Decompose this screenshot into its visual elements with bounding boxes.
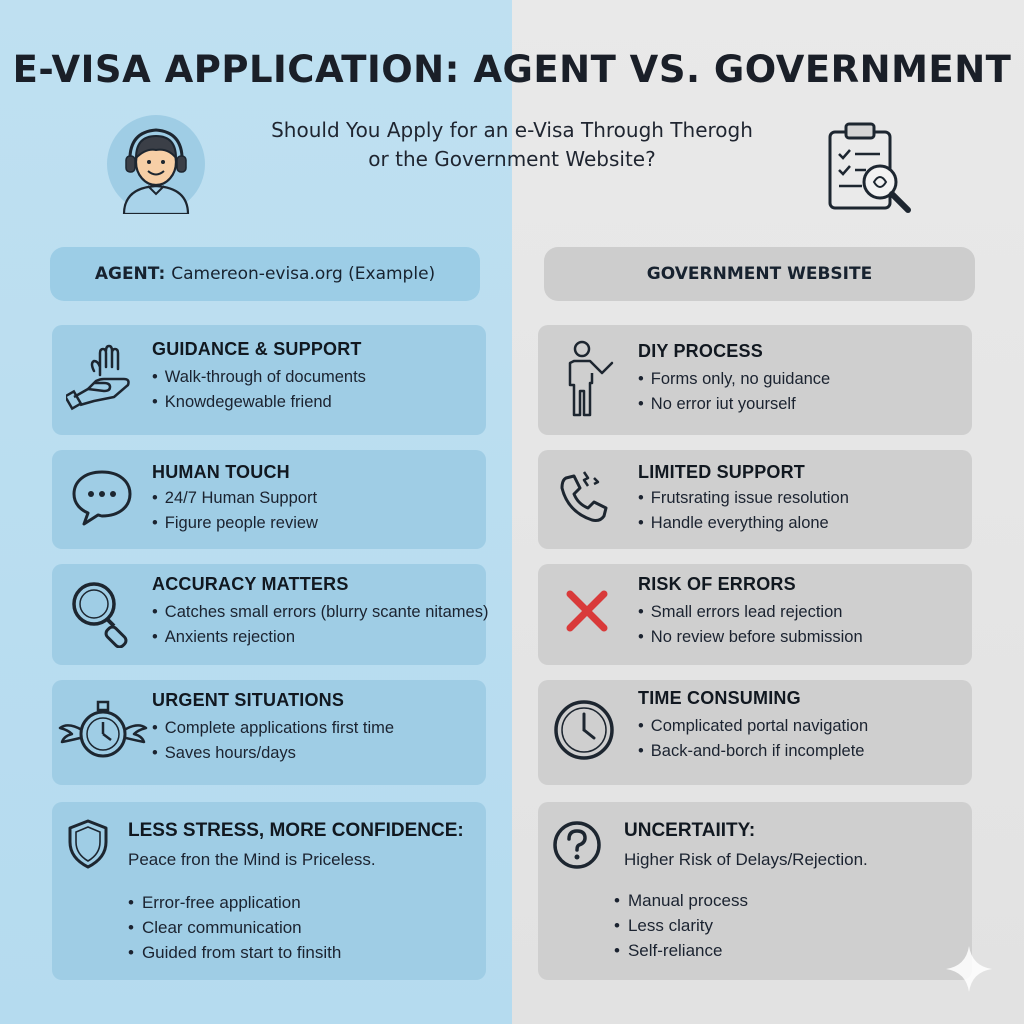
government-card-limited-support [538, 450, 972, 549]
card-title: GUIDANCE & SUPPORT [152, 339, 362, 359]
bullet-item: • Figure people review [152, 511, 318, 536]
bullet-item: • Clear communication [128, 915, 341, 940]
card-title: LESS STRESS, MORE CONFIDENCE: [128, 820, 464, 841]
bullet-item: • Error-free application [128, 890, 341, 915]
bullet-item: • Guided from start to finsith [128, 940, 341, 965]
phone-ringing-icon [554, 468, 614, 528]
agent-card-less-stress [52, 802, 486, 980]
magnifier-icon [68, 578, 134, 648]
red-x-icon [564, 588, 610, 634]
bullet-item: • Complete applications first time [152, 716, 394, 741]
card-title: HUMAN TOUCH [152, 462, 290, 482]
subtitle-line-2: or the Government Website? [368, 147, 656, 171]
winged-stopwatch-icon [58, 694, 148, 766]
clipboard-magnifier-icon [822, 118, 918, 218]
card-title: UNCERTAIITY: [624, 820, 756, 841]
bullet-item: • Walk-through of documents [152, 365, 366, 390]
bullet-item: • Forms only, no guidance [638, 367, 830, 392]
bullet-item: • Catches small errors (blurry scante nitames) [152, 600, 488, 625]
agent-card-human-touch [52, 450, 486, 549]
agent-card-urgent [52, 680, 486, 785]
card-title: LIMITED SUPPORT [638, 462, 806, 482]
agent-column-header [50, 247, 480, 301]
card-bullets [152, 600, 488, 649]
bullet-item: • Handle everything alone [638, 511, 849, 536]
subtitle-line-1: Should You Apply for an e-Visa Through Therogh [271, 118, 753, 142]
card-bullets [638, 367, 830, 416]
bullet-item: • Back-and-borch if incomplete [638, 739, 868, 764]
clock-icon [552, 698, 616, 762]
card-bullets [152, 486, 318, 535]
card-title: ACCURACY MATTERS [152, 574, 349, 594]
bullet-item: • No review before submission [638, 625, 863, 650]
card-tagline: Peace fron the Mind is Priceless. [128, 850, 376, 869]
card-title: DIY PROCESS [638, 341, 763, 361]
agent-header-site: Camereon-evisa.org (Example) [171, 264, 436, 284]
bullet-item: • Anxients rejection [152, 625, 488, 650]
government-column-header: GOVERNMENT WEBSITE [544, 247, 975, 301]
bullet-item: • Small errors lead rejection [638, 600, 863, 625]
card-bullets [638, 600, 863, 649]
chat-bubble-icon [70, 466, 134, 530]
page-title: E-VISA APPLICATION: AGENT VS. GOVERNMENT [12, 48, 1012, 91]
card-bullets [152, 365, 366, 414]
government-card-uncertainty [538, 802, 972, 980]
agent-card-accuracy [52, 564, 489, 665]
card-title: TIME CONSUMING [638, 688, 801, 708]
person-pointing-icon [562, 339, 618, 419]
bullet-item: • Knowdegewable friend [152, 390, 366, 415]
card-bullets [614, 888, 748, 963]
card-bullets [152, 716, 394, 765]
card-bullets [128, 890, 341, 965]
card-title: URGENT SITUATIONS [152, 690, 345, 710]
shield-icon [66, 818, 110, 870]
bullet-item: • Self-reliance [614, 938, 748, 963]
bullet-item: • Frutsrating issue resolution [638, 486, 849, 511]
agent-card-guidance [52, 325, 486, 435]
government-card-risk-of-errors [538, 564, 972, 665]
bullet-item: • No error iut yourself [638, 392, 830, 417]
card-bullets [638, 486, 849, 535]
helping-hand-icon [66, 341, 136, 411]
support-agent-avatar-icon [106, 114, 206, 214]
bullet-item: • Saves hours/days [152, 741, 394, 766]
government-card-time-consuming [538, 680, 972, 785]
government-card-diy [538, 325, 972, 435]
bullet-item: • Manual process [614, 888, 748, 913]
bullet-item: • Less clarity [614, 913, 748, 938]
card-tagline: Higher Risk of Delays/Rejection. [624, 850, 868, 869]
bullet-item: • 24/7 Human Support [152, 486, 318, 511]
question-circle-icon [552, 820, 602, 870]
bullet-item: • Complicated portal navigation [638, 714, 868, 739]
card-bullets [638, 714, 868, 763]
sparkle-icon [944, 944, 994, 994]
agent-header-label: AGENT: [94, 264, 166, 284]
card-title: RISK OF ERRORS [638, 574, 796, 594]
